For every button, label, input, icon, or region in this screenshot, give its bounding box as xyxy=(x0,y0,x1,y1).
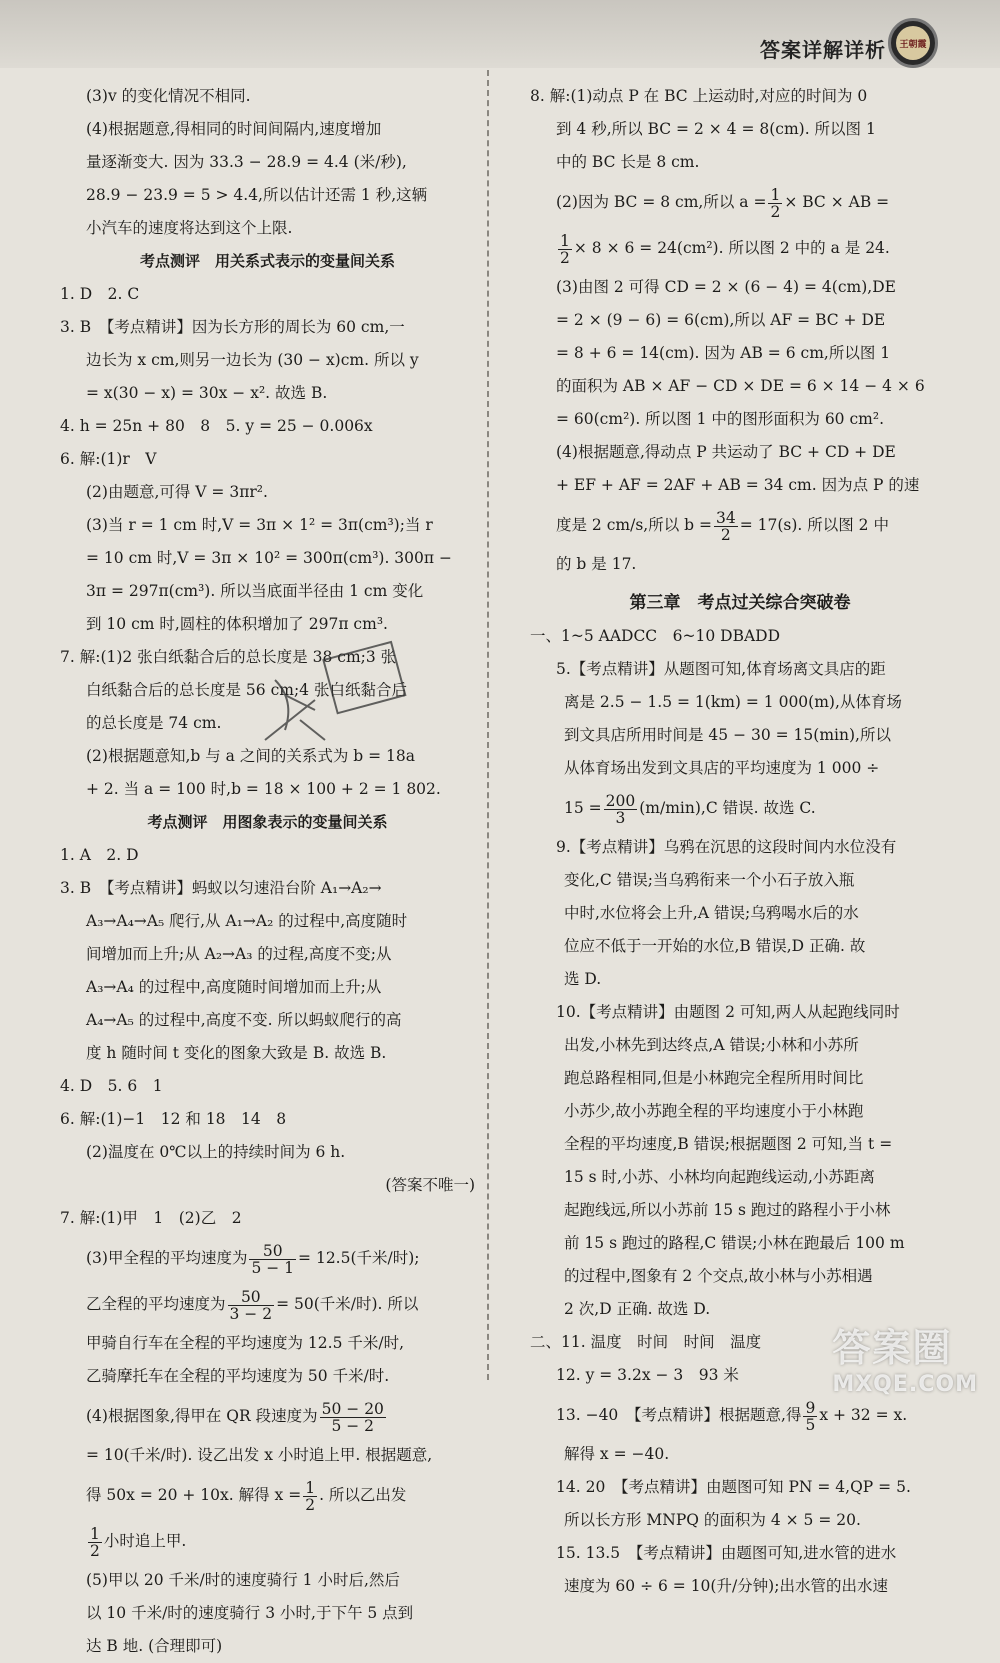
answer-line: 到 10 cm 时,圆柱的体积增加了 297π cm³. xyxy=(86,615,388,633)
answer-line: 15 s 时,小苏、小林均向起跑线运动,小苏距离 xyxy=(564,1168,875,1186)
answer-line: (2)根据题意知,b 与 a 之间的关系式为 b = 18a xyxy=(86,747,415,765)
answer-line: 7. 解:(1)甲 1 (2)乙 2 xyxy=(60,1209,242,1227)
answer-line: 的总长度是 74 cm. xyxy=(86,714,222,732)
answer-line: 选 D. xyxy=(564,970,602,988)
frac-line xyxy=(60,1518,475,1564)
answer-line: 到 4 秒,所以 BC = 2 × 4 = 8(cm). 所以图 1 xyxy=(556,120,876,138)
frac-pre: (3)甲全程的平均速度为 xyxy=(86,1249,248,1267)
frac-post: = 17(s). 所以图 2 中 xyxy=(739,516,889,534)
frac-post: = 12.5(千米/时); xyxy=(298,1249,420,1267)
answer-line: (2)由题意,可得 V = 3πr². xyxy=(86,483,268,501)
frac-line xyxy=(530,502,950,548)
frac-post: 小时追上甲. xyxy=(103,1532,187,1550)
frac-pre: 13. −40 【考点精讲】根据题意,得 xyxy=(556,1406,802,1424)
frac-pre: 度是 2 cm/s,所以 b = xyxy=(556,516,712,534)
left-mid2-lines xyxy=(60,1439,475,1472)
numerator: 9 xyxy=(805,1398,816,1417)
answer-line: 以 10 千米/时的速度骑行 3 小时,于下午 5 点到 xyxy=(86,1604,414,1622)
brand-logo xyxy=(888,18,938,68)
denominator: 2 xyxy=(720,525,731,544)
numerator: 200 xyxy=(605,791,636,810)
answer-line: + 2. 当 a = 100 时,b = 18 × 100 + 2 = 1 802. xyxy=(86,780,441,798)
fraction xyxy=(604,793,638,826)
answer-line: + EF + AF = 2AF + AB = 34 cm. 因为点 P 的速 xyxy=(556,476,920,494)
answer-line: 解得 x = −40. xyxy=(564,1445,670,1463)
denominator: 2 xyxy=(305,1495,316,1514)
numerator: 1 xyxy=(770,185,781,204)
frac-post: × 8 × 6 = 24(cm²). 所以图 2 中的 a 是 24. xyxy=(573,239,890,257)
chapter-title: 第三章 考点过关综合突破卷 xyxy=(629,593,851,613)
fraction xyxy=(249,1243,296,1276)
answer-line: (5)甲以 20 千米/时的速度骑行 1 小时后,然后 xyxy=(86,1571,400,1589)
frac-line xyxy=(60,1281,475,1327)
answer-line: (3)由图 2 可得 CD = 2 × (6 − 4) = 4(cm),DE xyxy=(556,278,896,296)
answer-line: 全程的平均速度,B 错误;根据题图 2 可知,当 t = xyxy=(564,1135,893,1153)
right-e-lines xyxy=(530,831,950,1392)
numerator: 1 xyxy=(305,1478,316,1497)
answer-line: 起跑线远,所以小苏前 15 s 跑过的路程小于小林 xyxy=(564,1201,891,1219)
site-watermark xyxy=(832,1317,978,1397)
fraction xyxy=(303,1480,317,1513)
answer-line: 7. 解:(1)2 张白纸黏合后的总长度是 38 cm;3 张 xyxy=(60,648,397,666)
frac-pre: 15 = xyxy=(564,799,602,817)
answer-line: 1. A 2. D xyxy=(60,846,139,864)
frac-post: (m/min),C 错误. 故选 C. xyxy=(639,799,816,817)
answer-line: 6. 解:(1)r V xyxy=(60,450,157,468)
answer-line: 小苏少,故小苏跑全程的平均速度小于小林跑 xyxy=(564,1102,864,1120)
answer-line: 9.【考点精讲】乌鸦在沉思的这段时间内水位没有 xyxy=(556,838,897,856)
frac-post: = 50(千米/时). 所以 xyxy=(276,1295,419,1313)
section-heading: 考点测评 用图象表示的变量间关系 xyxy=(147,813,388,831)
answer-line: 3π = 297π(cm³). 所以当底面半径由 1 cm 变化 xyxy=(86,582,424,600)
answer-line: 10.【考点精讲】由题图 2 可知,两人从起跑线同时 xyxy=(556,1003,900,1021)
left-mid-lines xyxy=(60,1327,475,1393)
answer-line: 1. D 2. C xyxy=(60,285,140,303)
left-end-lines xyxy=(60,1564,475,1663)
denominator: 3 xyxy=(615,808,626,827)
left-column xyxy=(60,80,475,1663)
denominator: 5 − 2 xyxy=(331,1416,375,1435)
answer-line: 一、1~5 AADCC 6~10 DBADD xyxy=(530,627,781,645)
fraction xyxy=(228,1289,275,1322)
answer-line: 8. 解:(1)动点 P 在 BC 上运动时,对应的时间为 0 xyxy=(530,87,868,105)
answer-line: 白纸黏合后的总长度是 56 cm;4 张白纸黏合后 xyxy=(86,681,407,699)
frac-post: x + 32 = x. xyxy=(819,1406,908,1424)
answer-line: 4. h = 25n + 80 8 5. y = 25 − 0.006x xyxy=(60,417,373,435)
frac-line xyxy=(530,785,950,831)
numerator: 50 xyxy=(228,1289,275,1306)
answer-line: = 10(千米/时). 设乙出发 x 小时追上甲. 根据题意, xyxy=(86,1446,433,1464)
right-b-lines xyxy=(530,271,950,502)
answer-line: 速度为 60 ÷ 6 = 10(升/分钟);出水管的出水速 xyxy=(564,1577,888,1595)
denominator: 2 xyxy=(770,202,781,221)
answer-line: 28.9 − 23.9 = 5 > 4.4,所以估计还需 1 秒,这辆 xyxy=(86,186,428,204)
answer-line: 甲骑自行车在全程的平均速度为 12.5 千米/时, xyxy=(86,1334,405,1352)
fraction xyxy=(88,1526,102,1559)
right-a-lines xyxy=(530,80,950,179)
answer-line: 前 15 s 跑过的路程,C 错误;小林在跑最后 100 m xyxy=(564,1234,905,1252)
answer-line: 跑总路程相同,但是小林跑完全程所用时间比 xyxy=(564,1069,864,1087)
answer-line: 的面积为 AB × AF − CD × DE = 6 × 14 − 4 × 6 xyxy=(556,377,925,395)
numerator: 50 xyxy=(249,1243,296,1260)
denominator: 3 − 2 xyxy=(229,1304,273,1323)
frac-pre: 乙全程的平均速度为 xyxy=(86,1295,226,1313)
frac-post: . 所以乙出发 xyxy=(319,1486,407,1504)
frac-line xyxy=(530,225,950,271)
frac-pre: 得 50x = 20 + 10x. 解得 x = xyxy=(86,1486,302,1504)
left-lines xyxy=(60,80,475,1235)
fraction xyxy=(320,1401,386,1434)
answer-line: (3)当 r = 1 cm 时,V = 3π × 1² = 3π(cm³);当 r xyxy=(86,516,433,534)
answer-line: 中的 BC 长是 8 cm. xyxy=(556,153,700,171)
answer-line: 位应不低于一开始的水位,B 错误,D 正确. 故 xyxy=(564,937,866,955)
frac-post: × BC × AB = xyxy=(784,193,890,211)
answer-line: 2 次,D 正确. 故选 D. xyxy=(564,1300,711,1318)
answer-line: 的 b 是 17. xyxy=(556,555,637,573)
page-header-title: 答案详解详析 xyxy=(760,38,886,62)
denominator: 2 xyxy=(560,248,570,267)
answer-line: 小汽车的速度将达到这个上限. xyxy=(86,219,293,237)
brand-logo-text: 王朝霞 xyxy=(896,26,930,60)
section-heading: 考点测评 用关系式表示的变量间关系 xyxy=(139,252,395,270)
answer-line: A₃→A₄ 的过程中,高度随时间增加而上升;从 xyxy=(86,978,382,996)
fraction xyxy=(768,187,782,220)
fraction xyxy=(803,1400,817,1433)
answer-line: 到文具店所用时间是 45 − 30 = 15(min),所以 xyxy=(564,726,891,744)
answer-line: 5.【考点精讲】从题图可知,体育场离文具店的距 xyxy=(556,660,886,678)
answer-line: 中时,水位将会上升,A 错误;乌鸦喝水后的水 xyxy=(564,904,859,922)
fraction xyxy=(714,510,738,543)
answer-line: (3)v 的变化情况不相同. xyxy=(86,87,251,105)
frac-line xyxy=(60,1393,475,1439)
right-c-lines xyxy=(530,548,950,581)
answer-line: (4)根据题意,得相同的时间间隔内,速度增加 xyxy=(86,120,382,138)
right-d-lines xyxy=(530,620,950,785)
answer-line: = 8 + 6 = 14(cm). 因为 AB = 6 cm,所以图 1 xyxy=(556,344,891,362)
frac-line xyxy=(530,179,950,225)
answer-line: 变化,C 错误;当乌鸦衔来一个小石子放入瓶 xyxy=(564,871,855,889)
answer-line: (2)温度在 0℃以上的持续时间为 6 h. xyxy=(86,1143,346,1161)
numerator: 34 xyxy=(715,508,736,527)
answer-line: = 60(cm²). 所以图 1 中的图形面积为 60 cm². xyxy=(556,410,884,428)
frac-line xyxy=(60,1235,475,1281)
answer-line: 度 h 随时间 t 变化的图象大致是 B. 故选 B. xyxy=(86,1044,387,1062)
answer-line: 3. B 【考点精讲】蚂蚁以匀速沿台阶 A₁→A₂→ xyxy=(60,879,382,897)
frac-line xyxy=(530,1392,950,1438)
watermark-logo-text: 答案圈 xyxy=(832,1326,953,1370)
answer-line: 从体育场出发到文具店的平均速度为 1 000 ÷ xyxy=(564,759,880,777)
answer-line: 15. 13.5 【考点精讲】由题图可知,进水管的进水 xyxy=(556,1544,897,1562)
fraction xyxy=(558,233,572,266)
answer-line: 所以长方形 MNPQ 的面积为 4 × 5 = 20. xyxy=(564,1511,861,1529)
answer-line: A₄→A₅ 的过程中,高度不变. 所以蚂蚁爬行的高 xyxy=(86,1011,402,1029)
answer-line: 边长为 x cm,则另一边长为 (30 − x)cm. 所以 y xyxy=(86,351,419,369)
numerator: 1 xyxy=(560,231,570,250)
frac-pre: (2)因为 BC = 8 cm,所以 a = xyxy=(556,193,767,211)
answer-line: 达 B 地. (合理即可) xyxy=(86,1637,223,1655)
answer-line: = x(30 − x) = 30x − x². 故选 B. xyxy=(86,384,328,402)
watermark-url: MXQE.COM xyxy=(832,1372,978,1397)
answer-line: 离是 2.5 − 1.5 = 1(km) = 1 000(m),从体育场 xyxy=(564,693,902,711)
answer-line: (答案不唯一) xyxy=(385,1176,475,1194)
answer-line: 二、11. 温度 时间 时间 温度 xyxy=(530,1333,762,1351)
answer-line: (4)根据题意,得动点 P 共运动了 BC + CD + DE xyxy=(556,443,896,461)
frac-pre: (4)根据图象,得甲在 QR 段速度为 xyxy=(86,1407,318,1425)
frac-line xyxy=(60,1472,475,1518)
numerator: 1 xyxy=(90,1524,100,1543)
answer-line: 量逐渐变大. 因为 33.3 − 28.9 = 4.4 (米/秒), xyxy=(86,153,407,171)
denominator: 5 xyxy=(805,1415,816,1434)
denominator: 2 xyxy=(90,1541,100,1560)
answer-line: 6. 解:(1)−1 12 和 18 14 8 xyxy=(60,1110,287,1128)
column-divider xyxy=(487,70,489,1380)
answer-line: 间增加而上升;从 A₂→A₃ 的过程,高度不变;从 xyxy=(86,945,392,963)
answer-line: 出发,小林先到达终点,A 错误;小林和小苏所 xyxy=(564,1036,859,1054)
answer-line: = 2 × (9 − 6) = 6(cm),所以 AF = BC + DE xyxy=(556,311,886,329)
answer-line: 3. B 【考点精讲】因为长方形的周长为 60 cm,一 xyxy=(60,318,405,336)
answer-line: 14. 20 【考点精讲】由题图可知 PN = 4,QP = 5. xyxy=(556,1478,911,1496)
answer-line: 4. D 5. 6 1 xyxy=(60,1077,163,1095)
denominator: 5 − 1 xyxy=(251,1258,295,1277)
right-f-lines xyxy=(530,1438,950,1603)
answer-line: = 10 cm 时,V = 3π × 10² = 300π(cm³). 300π − xyxy=(86,549,452,567)
answer-line: A₃→A₄→A₅ 爬行,从 A₁→A₂ 的过程中,高度随时 xyxy=(86,912,408,930)
numerator: 50 − 20 xyxy=(321,1399,384,1418)
answer-line: 乙骑摩托车在全程的平均速度为 50 千米/时. xyxy=(86,1367,390,1385)
answer-line: 12. y = 3.2x − 3 93 米 xyxy=(556,1366,739,1384)
answer-line: 的过程中,图象有 2 个交点,故小林与小苏相遇 xyxy=(564,1267,873,1285)
